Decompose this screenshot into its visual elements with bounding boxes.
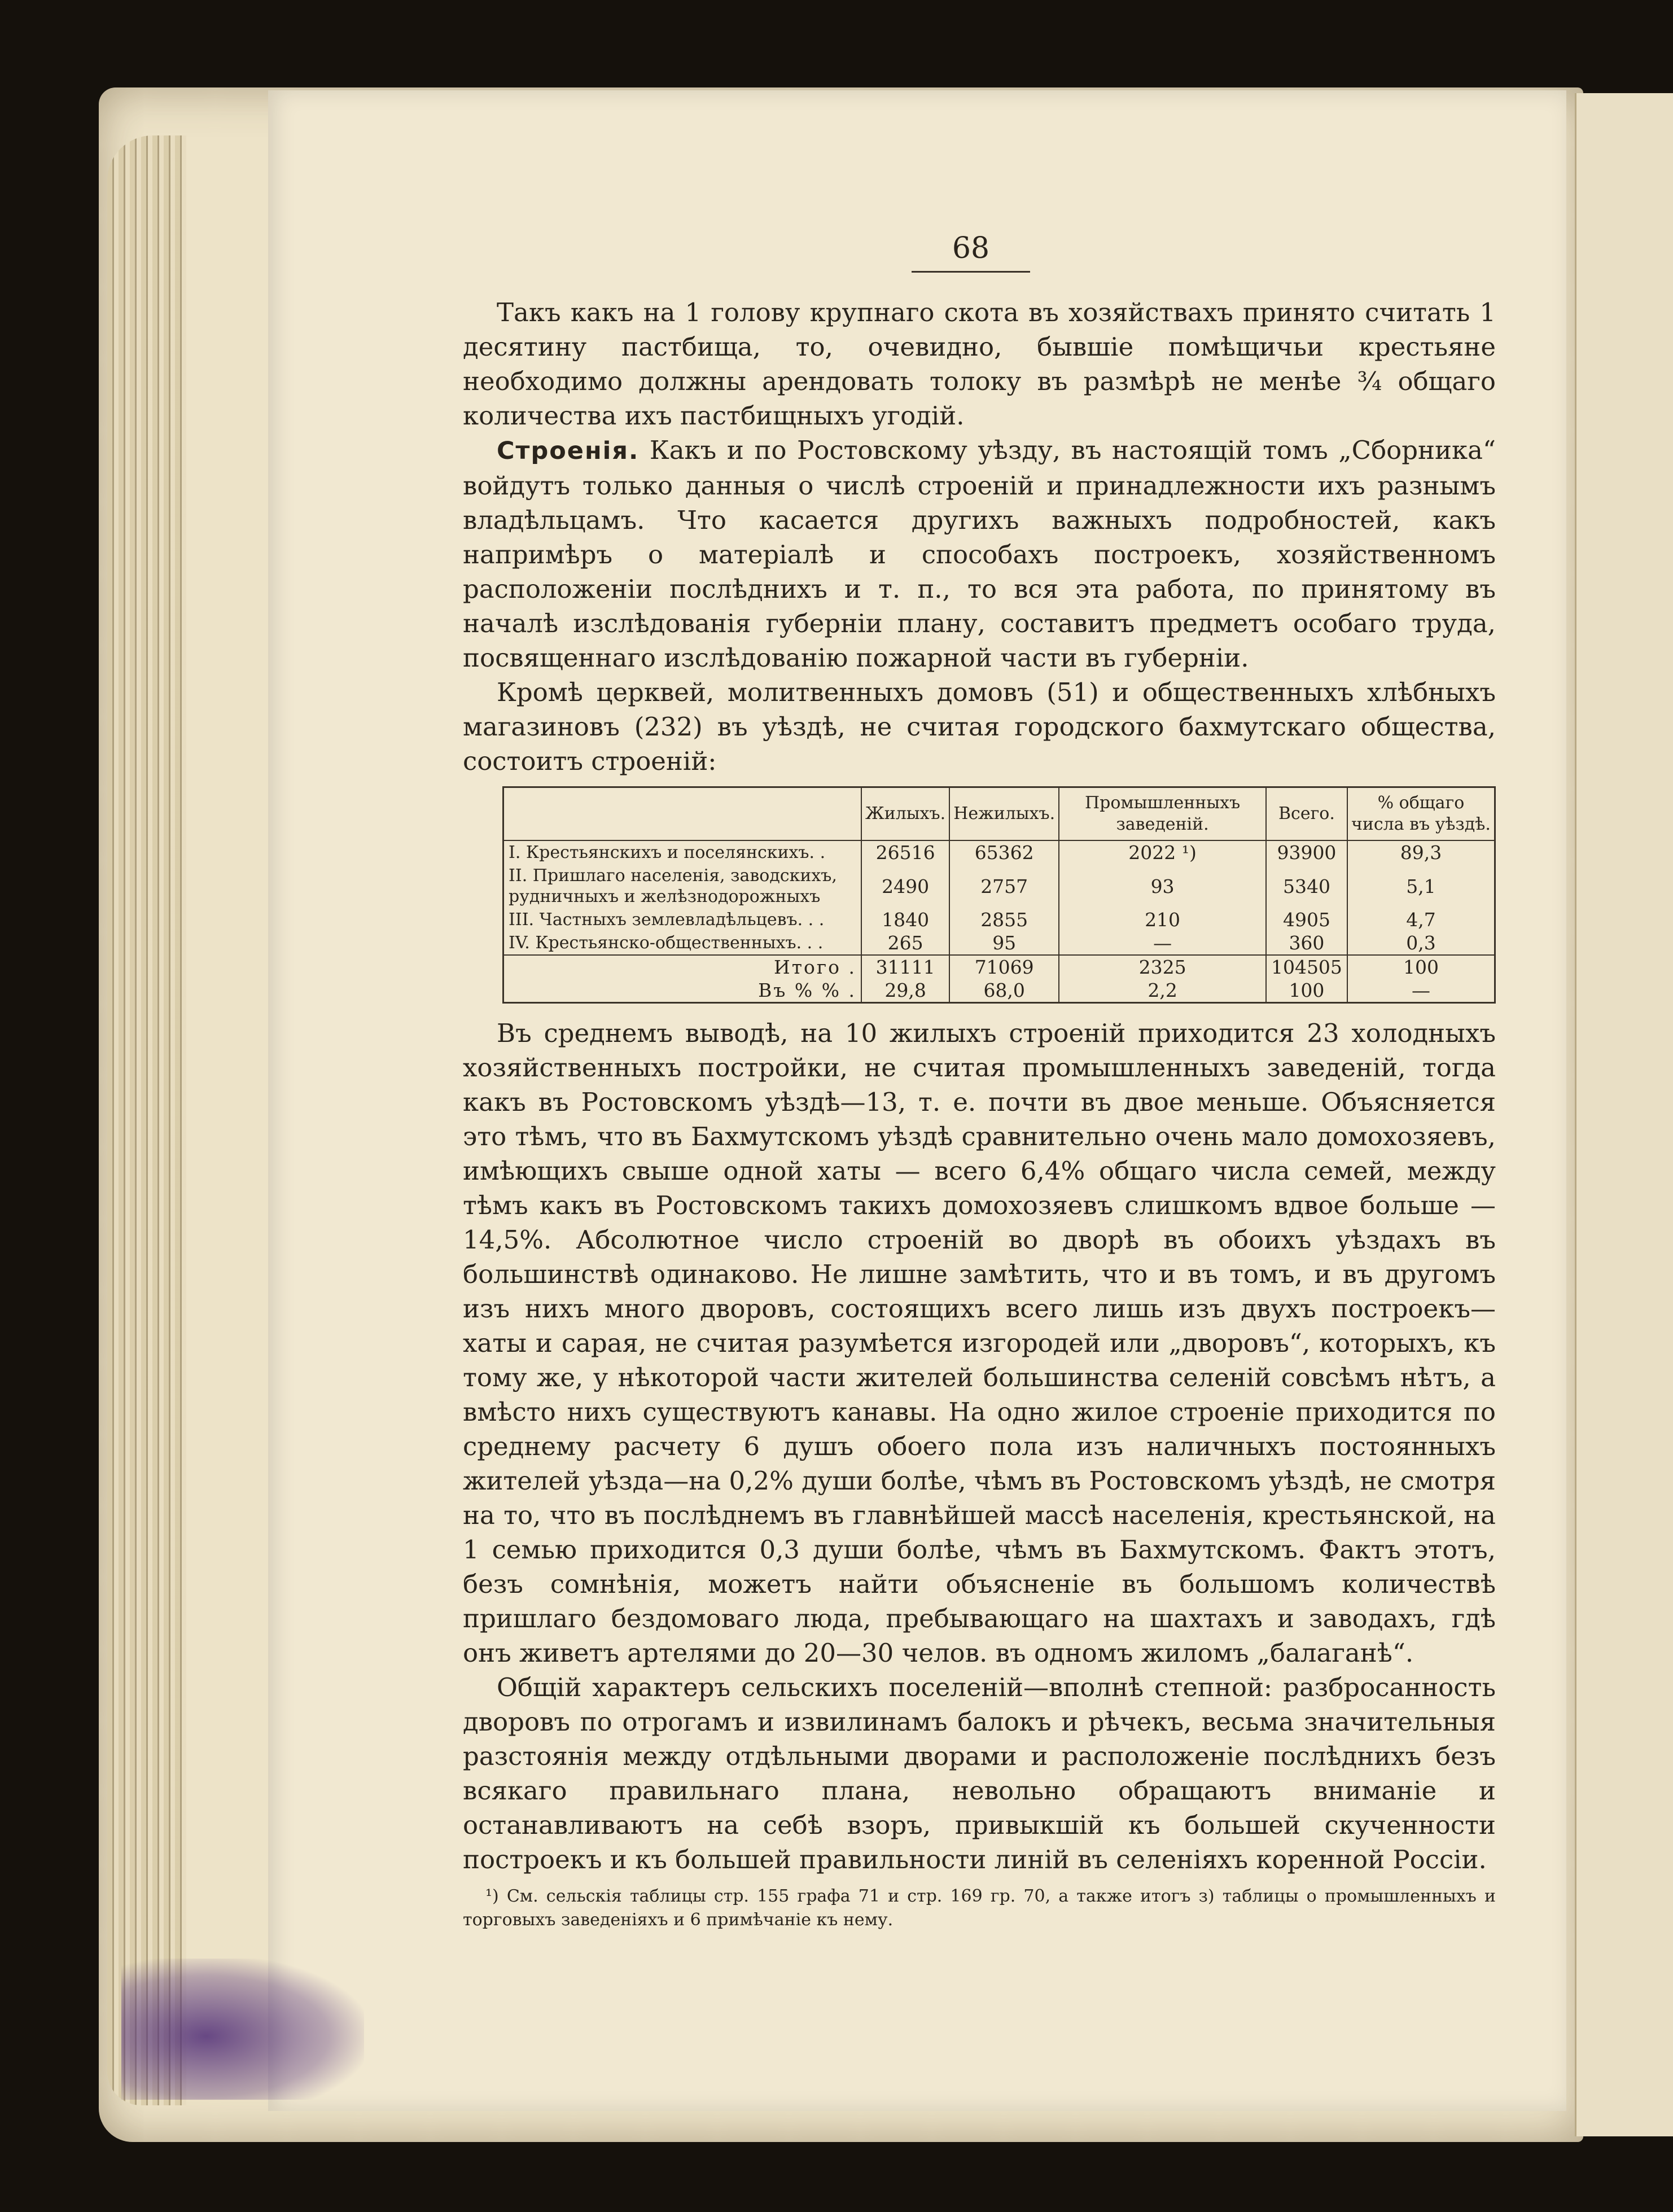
facing-page <box>1575 93 1673 2136</box>
cell: 1840 <box>861 908 949 931</box>
cell: 265 <box>861 931 949 955</box>
cell: — <box>1059 931 1266 955</box>
table-header-col: Промышленныхъ заведеній. <box>1059 787 1266 841</box>
ink-stain <box>121 1959 364 2100</box>
cell: 210 <box>1059 908 1266 931</box>
table-row <box>503 931 1495 955</box>
footnote: ¹) См. сельскія таблицы стр. 155 графа 71 и стр. 169 гр. 70, а также итогъ з) таблицы о промышленныхъ и торговыхъ заведеніяхъ и 6 примѣчаніе къ нему. <box>463 1886 1496 1930</box>
table-row <box>503 908 1495 931</box>
row-label: I. Крестьянскихъ и поселянскихъ. . <box>509 843 826 862</box>
cell: 4905 <box>1266 908 1347 931</box>
cell: 26516 <box>861 840 949 864</box>
section-heading: Строенія. <box>497 437 640 465</box>
table-header-col: Жилыхъ. <box>861 787 949 841</box>
paragraph-3: Кромѣ церквей, молитвенныхъ домовъ (51) и общественныхъ хлѣбныхъ магазиновъ (232) въ уѣздѣ, не считая городского бахмутскаго общества, состоитъ строеній: <box>463 677 1496 776</box>
page-number: 68 <box>912 231 1030 273</box>
row-label: Итого . <box>503 955 862 979</box>
cell: 31111 <box>861 955 949 979</box>
paragraph-5: Общій характеръ сельскихъ поселеній—вполнѣ степной: разбросанность дворовъ по отрогамъ и извилинамъ балокъ и рѣчекъ, весьма значительныя разстоянія между отдѣльными дворами и расположеніе послѣднихъ безъ всякаго правильнаго плана, невольно обращаютъ вниманіе и останавливаютъ на себѣ взоръ, привыкшій къ большей скученности построекъ и къ большей правильности линій въ селеніяхъ коренной Россіи. <box>463 1672 1496 1874</box>
cell: 68,0 <box>949 979 1059 1003</box>
cell: 89,3 <box>1347 840 1495 864</box>
table-corner <box>503 787 862 841</box>
cell: 2022 ¹) <box>1059 840 1266 864</box>
cell: 2,2 <box>1059 979 1266 1003</box>
table-row <box>503 840 1495 864</box>
cell: 2325 <box>1059 955 1266 979</box>
cell: 93 <box>1059 864 1266 908</box>
paragraph-4: Въ среднемъ выводѣ, на 10 жилыхъ строеній приходится 23 холодныхъ хозяйственныхъ постройки, не считая промышленныхъ заведеній, тогда какъ въ Ростовскомъ уѣздѣ—13, т. е. почти въ двое меньше. Объясняется это тѣмъ, что въ Бахмутскомъ уѣздѣ сравнительно очень мало домохозяевъ, имѣющихъ свыше одной хаты — всего 6,4% общаго числа семей, между тѣмъ какъ въ Ростовскомъ такихъ домохозяевъ слишкомъ вдвое больше — 14,5%. Абсолютное число строеній во дворѣ въ обоихъ уѣздахъ въ большинствѣ одинаково. Не лишне замѣтить, что и въ томъ, и въ другомъ изъ нихъ много дворовъ, состоящихъ всего лишь изъ двухъ построекъ—хаты и сарая, не считая разумѣется изгородей или „дворовъ“, которыхъ, къ тому же, у нѣкоторой части жителей большинства селеній совсѣмъ нѣтъ, а вмѣсто нихъ существуютъ канавы. На одно жилое строеніе приходится по среднему расчету 6 душъ обоего пола изъ наличныхъ постоянныхъ жителей уѣзда—на 0,2% души болѣе, чѣмъ въ Ростовскомъ уѣздѣ, не смотря на то, что въ послѣднемъ въ главнѣйшей массѣ населенія, крестьянской, на 1 семью приходится 0,3 души болѣе, чѣмъ въ Бахмутскомъ. Фактъ этотъ, безъ сомнѣнія, можетъ найти объясненіе въ большомъ количествѣ пришлаго бездомоваго люда, пребывающаго на шахтахъ и заводахъ, гдѣ онъ живетъ артелями до 20—30 челов. въ одномъ жиломъ „балаганѣ“. <box>463 1018 1496 1668</box>
buildings-table <box>502 786 1496 1004</box>
cell: 93900 <box>1266 840 1347 864</box>
paragraph-2 <box>463 433 1496 675</box>
paragraph-1: Такъ какъ на 1 голову крупнаго скота въ хозяйствахъ принято считать 1 десятину пастбища, то, очевидно, бывшіе помѣщичьи крестьяне необходимо должны арендовать толоку въ размѣрѣ не менѣе ¾ общаго количества ихъ пастбищныхъ угодій. <box>463 297 1496 431</box>
table-header-col: % общаго числа въ уѣздѣ. <box>1347 787 1495 841</box>
cell: 65362 <box>949 840 1059 864</box>
table-header-col: Нежилыхъ. <box>949 787 1059 841</box>
table-total-row <box>503 955 1495 979</box>
cell: 100 <box>1266 979 1347 1003</box>
row-label: IV. Крестьянско-общественныхъ. . . <box>509 933 824 953</box>
cell: 5340 <box>1266 864 1347 908</box>
cell: 71069 <box>949 955 1059 979</box>
cell: 2757 <box>949 864 1059 908</box>
table-header-col: Всего. <box>1266 787 1347 841</box>
cell: 95 <box>949 931 1059 955</box>
table-percent-row <box>503 979 1495 1003</box>
paragraph-2-text: Какъ и по Ростовскому уѣзду, въ настоящій томъ „Сборника“ войдутъ только данныя о числѣ строеній и принадлежности ихъ разнымъ владѣльцамъ. Что касается другихъ важныхъ подробностей, какъ напримѣръ о матеріалѣ и способахъ построекъ, хозяйственномъ расположеніи послѣднихъ и т. п., то вся эта работа, по принятому въ началѣ изслѣдованія губерніи плану, составитъ предметъ особаго труда, посвященнаго изслѣдованію пожарной части въ губерніи. <box>463 435 1496 673</box>
row-label: III. Частныхъ землевладѣльцевъ. . . <box>509 910 825 930</box>
cell: 2855 <box>949 908 1059 931</box>
cell: 4,7 <box>1347 908 1495 931</box>
cell: — <box>1347 979 1495 1003</box>
row-label: II. Пришлаго населенія, заводскихъ, рудничныхъ и желѣзнодорожныхъ <box>509 866 837 906</box>
cell: 29,8 <box>861 979 949 1003</box>
page-edges <box>107 135 186 2105</box>
cell: 5,1 <box>1347 864 1495 908</box>
page-content <box>463 231 1496 1932</box>
cell: 0,3 <box>1347 931 1495 955</box>
table-row <box>503 864 1495 908</box>
cell: 360 <box>1266 931 1347 955</box>
row-label: Въ % % . <box>758 979 856 1001</box>
cell: 100 <box>1347 955 1495 979</box>
cell: 2490 <box>861 864 949 908</box>
cell: 104505 <box>1266 955 1347 979</box>
